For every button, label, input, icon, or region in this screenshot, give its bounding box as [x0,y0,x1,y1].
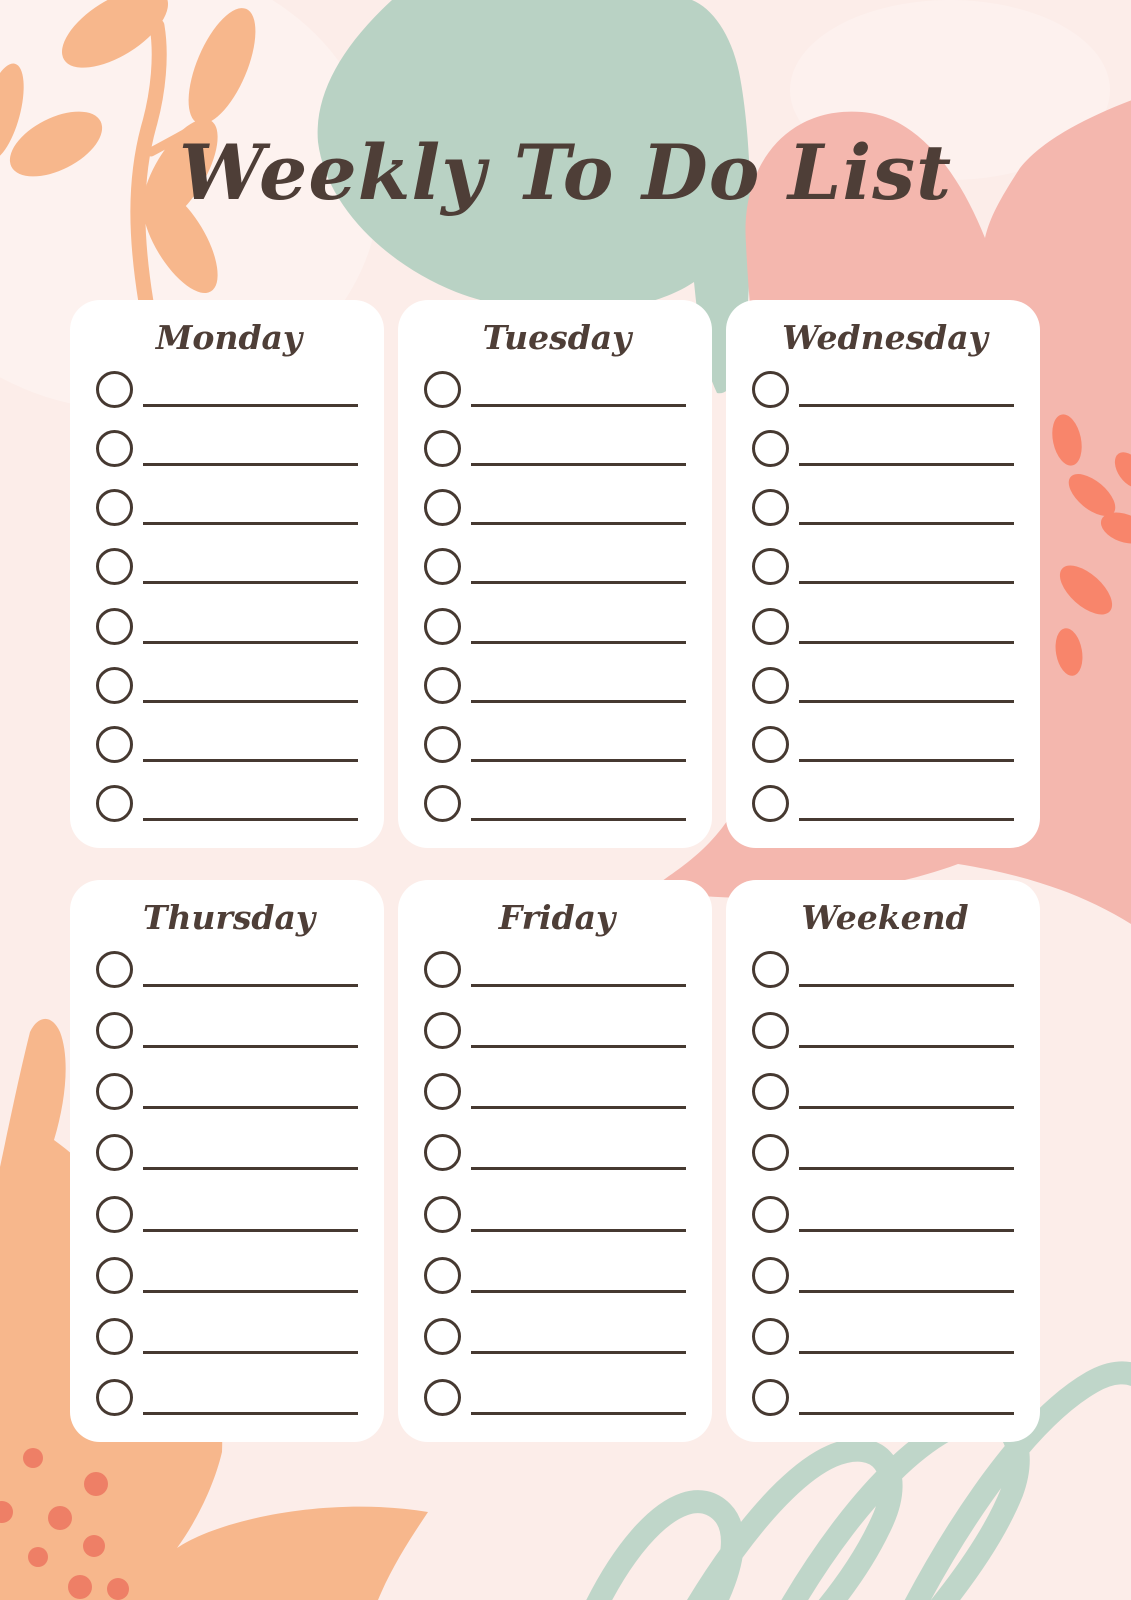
checkbox-circle-icon[interactable] [424,951,461,988]
checkbox-circle-icon[interactable] [424,1379,461,1416]
todo-write-line[interactable] [799,463,1014,466]
todo-write-line[interactable] [471,1229,686,1232]
checkbox-circle-icon[interactable] [752,1196,789,1233]
checkbox-circle-icon[interactable] [96,489,133,526]
todo-rows [752,939,1018,1416]
day-title: Friday [498,898,616,937]
todo-row [96,1073,362,1110]
todo-row [424,785,690,822]
todo-write-line[interactable] [799,1351,1014,1354]
todo-write-line[interactable] [799,700,1014,703]
todo-row [424,1379,690,1416]
checkbox-circle-icon[interactable] [424,1134,461,1171]
todo-write-line[interactable] [143,1351,358,1354]
todo-write-line[interactable] [799,1229,1014,1232]
todo-write-line[interactable] [143,818,358,821]
checkbox-circle-icon[interactable] [752,1134,789,1171]
todo-row [96,489,362,526]
todo-row [752,1257,1018,1294]
checkbox-circle-icon[interactable] [424,726,461,763]
checkbox-circle-icon[interactable] [96,1257,133,1294]
todo-write-line[interactable] [799,1290,1014,1293]
todo-row [96,1379,362,1416]
todo-write-line[interactable] [143,1229,358,1232]
todo-write-line[interactable] [799,1167,1014,1170]
todo-write-line[interactable] [471,1106,686,1109]
checkbox-circle-icon[interactable] [96,726,133,763]
todo-write-line[interactable] [143,700,358,703]
todo-row [752,548,1018,585]
day-card-wednesday [726,300,1040,848]
todo-write-line[interactable] [471,522,686,525]
todo-row [424,667,690,704]
day-card-thursday [70,880,384,1442]
todo-row [96,726,362,763]
todo-write-line[interactable] [471,581,686,584]
checkbox-circle-icon[interactable] [752,608,789,645]
todo-write-line[interactable] [471,1412,686,1415]
todo-row [752,1012,1018,1049]
todo-write-line[interactable] [471,759,686,762]
checkbox-circle-icon[interactable] [424,1073,461,1110]
checkbox-circle-icon[interactable] [752,785,789,822]
checkbox-circle-icon[interactable] [96,667,133,704]
checkbox-circle-icon[interactable] [96,1318,133,1355]
todo-write-line[interactable] [471,404,686,407]
todo-write-line[interactable] [799,984,1014,987]
checkbox-circle-icon[interactable] [96,785,133,822]
todo-row [424,1012,690,1049]
checkbox-circle-icon[interactable] [752,1073,789,1110]
day-card-monday [70,300,384,848]
checkbox-circle-icon[interactable] [752,951,789,988]
todo-row [96,1196,362,1233]
todo-write-line[interactable] [471,1045,686,1048]
todo-write-line[interactable] [143,641,358,644]
checkbox-circle-icon[interactable] [96,1134,133,1171]
todo-write-line[interactable] [799,404,1014,407]
checkbox-circle-icon[interactable] [752,1012,789,1049]
checkbox-circle-icon[interactable] [752,1379,789,1416]
checkbox-circle-icon[interactable] [752,371,789,408]
checkbox-circle-icon[interactable] [96,1196,133,1233]
todo-write-line[interactable] [799,1106,1014,1109]
checkbox-circle-icon[interactable] [96,430,133,467]
todo-row [752,1318,1018,1355]
todo-row [424,1196,690,1233]
day-card-friday [398,880,712,1442]
todo-write-line[interactable] [799,522,1014,525]
day-title: Thursday [142,898,316,937]
todo-row [424,371,690,408]
checkbox-circle-icon[interactable] [96,548,133,585]
todo-row [752,371,1018,408]
todo-row [424,951,690,988]
todo-write-line[interactable] [471,641,686,644]
todo-write-line[interactable] [799,1412,1014,1415]
todo-write-line[interactable] [799,641,1014,644]
checkbox-circle-icon[interactable] [96,608,133,645]
todo-row [96,1257,362,1294]
checkbox-circle-icon[interactable] [424,1012,461,1049]
todo-rows [424,359,690,822]
day-card-weekend [726,880,1040,1442]
todo-row [96,667,362,704]
todo-row [752,1073,1018,1110]
todo-write-line[interactable] [799,818,1014,821]
todo-row [96,1134,362,1171]
todo-row [96,371,362,408]
todo-row [96,430,362,467]
checkbox-circle-icon[interactable] [96,1073,133,1110]
todo-write-line[interactable] [143,1290,358,1293]
todo-write-line[interactable] [799,581,1014,584]
todo-rows [424,939,690,1416]
checkbox-circle-icon[interactable] [752,1257,789,1294]
todo-row [424,726,690,763]
day-card-tuesday [398,300,712,848]
checkbox-circle-icon[interactable] [752,489,789,526]
todo-write-line[interactable] [799,759,1014,762]
todo-write-line[interactable] [799,1045,1014,1048]
todo-write-line[interactable] [143,1106,358,1109]
checkbox-circle-icon[interactable] [424,608,461,645]
todo-write-line[interactable] [143,1167,358,1170]
todo-row [424,548,690,585]
checkbox-circle-icon[interactable] [424,371,461,408]
todo-row [424,1318,690,1355]
checkbox-circle-icon[interactable] [752,726,789,763]
todo-row [752,1379,1018,1416]
checkbox-circle-icon[interactable] [752,667,789,704]
checkbox-circle-icon[interactable] [424,785,461,822]
todo-row [424,1134,690,1171]
todo-row [424,430,690,467]
checkbox-circle-icon[interactable] [752,1318,789,1355]
checkbox-circle-icon[interactable] [424,430,461,467]
todo-write-line[interactable] [471,463,686,466]
todo-row [752,1134,1018,1171]
todo-row [752,608,1018,645]
todo-write-line[interactable] [471,1167,686,1170]
todo-write-line[interactable] [143,1412,358,1415]
todo-row [752,489,1018,526]
checkbox-circle-icon[interactable] [424,1257,461,1294]
checkbox-circle-icon[interactable] [96,371,133,408]
day-title: Weekend [801,898,969,937]
todo-row [96,951,362,988]
todo-row [752,667,1018,704]
todo-rows [96,359,362,822]
checkbox-circle-icon[interactable] [424,667,461,704]
week-grid [70,300,1040,1442]
todo-write-line[interactable] [471,1351,686,1354]
todo-row [752,1196,1018,1233]
todo-write-line[interactable] [471,818,686,821]
todo-write-line[interactable] [143,984,358,987]
day-title: Wednesday [782,318,988,357]
checkbox-circle-icon[interactable] [424,1196,461,1233]
day-title: Tuesday [482,318,632,357]
checkbox-circle-icon[interactable] [96,1012,133,1049]
todo-row [96,785,362,822]
todo-write-line[interactable] [471,700,686,703]
todo-row [96,1318,362,1355]
todo-row [424,608,690,645]
todo-rows [752,359,1018,822]
todo-write-line[interactable] [143,463,358,466]
todo-write-line[interactable] [143,404,358,407]
todo-write-line[interactable] [143,581,358,584]
todo-row [752,430,1018,467]
checkbox-circle-icon[interactable] [752,548,789,585]
todo-write-line[interactable] [143,522,358,525]
todo-write-line[interactable] [471,1290,686,1293]
todo-row [752,726,1018,763]
checkbox-circle-icon[interactable] [424,1318,461,1355]
checkbox-circle-icon[interactable] [752,430,789,467]
todo-write-line[interactable] [471,984,686,987]
checkbox-circle-icon[interactable] [96,1379,133,1416]
todo-row [752,951,1018,988]
checkbox-circle-icon[interactable] [96,951,133,988]
todo-row [96,548,362,585]
todo-row [424,489,690,526]
todo-row [752,785,1018,822]
day-title: Monday [155,318,303,357]
page-title: Weekly To Do List [178,128,953,217]
checkbox-circle-icon[interactable] [424,548,461,585]
todo-row [424,1257,690,1294]
checkbox-circle-icon[interactable] [424,489,461,526]
todo-row [96,608,362,645]
todo-write-line[interactable] [143,1045,358,1048]
todo-rows [96,939,362,1416]
todo-row [96,1012,362,1049]
todo-write-line[interactable] [143,759,358,762]
todo-row [424,1073,690,1110]
